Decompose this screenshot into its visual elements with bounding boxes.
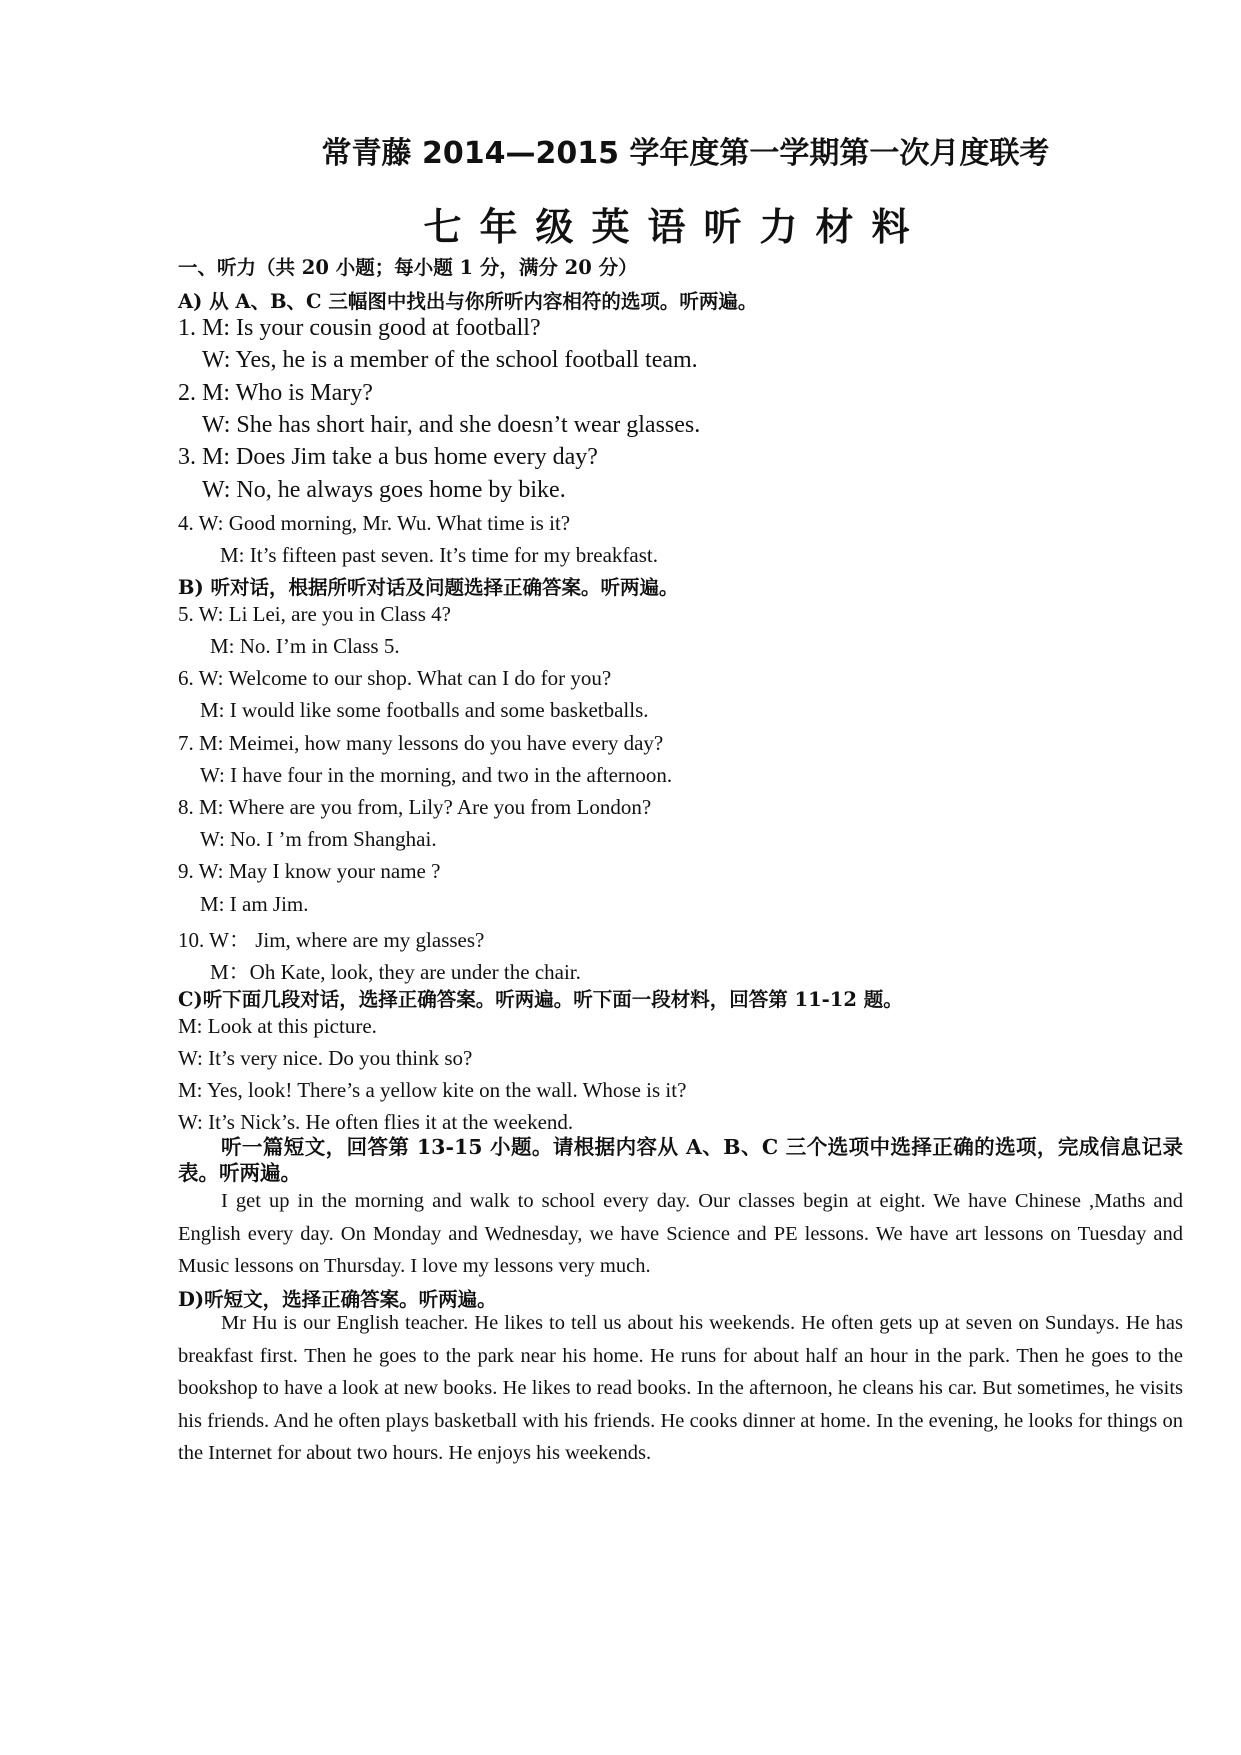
section-heading-main: 一、听力（共 20 小题；每小题 1 分，满分 20 分） — [178, 256, 638, 279]
dialogue-line: 5. W: Li Lei, are you in Class 4? — [178, 602, 451, 626]
dialogue-line: M: I would like some footballs and some basketballs. — [200, 698, 649, 722]
dialogue-line: W: Yes, he is a member of the school football team. — [202, 347, 698, 373]
dialogue-line: 4. W: Good morning, Mr. Wu. What time is it? — [178, 511, 571, 535]
document-title: 常青藤 2014—2015 学年度第一学期第一次月度联考 — [321, 136, 1050, 171]
dialogue-line: 2. M: Who is Mary? — [178, 380, 373, 406]
dialogue-line: 1. M: Is your cousin good at football? — [178, 315, 541, 341]
dialogue-line: M: It’s fifteen past seven. It’s time for my breakfast. — [220, 543, 658, 567]
section-heading-b: B) 听对话，根据所听对话及问题选择正确答案。听两遍。 — [178, 576, 679, 599]
section-heading-c: C)听下面几段对话，选择正确答案。听两遍。听下面一段材料，回答第 11-12 题。 — [178, 988, 903, 1011]
dialogue-line: W: No. I ’m from Shanghai. — [200, 827, 437, 851]
dialogue-line: W: She has short hair, and she doesn’t wear glasses. — [202, 412, 701, 438]
dialogue-line: M: Yes, look! There’s a yellow kite on the wall. Whose is it? — [178, 1078, 687, 1102]
dialogue-line: W: It’s Nick’s. He often flies it at the weekend. — [178, 1110, 574, 1134]
dialogue-line: 7. M: Meimei, how many lessons do you have every day? — [178, 731, 664, 755]
dialogue-line: 10. W： Jim, where are my glasses? — [178, 928, 485, 952]
dialogue-line: 8. M: Where are you from, Lily? Are you from London? — [178, 795, 652, 819]
dialogue-line: 6. W: Welcome to our shop. What can I do for you? — [178, 666, 612, 690]
dialogue-line: M：Oh Kate, look, they are under the chair. — [210, 960, 581, 984]
dialogue-line: M: I am Jim. — [200, 892, 309, 916]
dialogue-line: W: It’s very nice. Do you think so? — [178, 1046, 473, 1070]
document-subtitle: 七年级英语听力材料 — [423, 204, 928, 249]
dialogue-line: 3. M: Does Jim take a bus home every day? — [178, 444, 598, 470]
dialogue-line: M: Look at this picture. — [178, 1014, 377, 1038]
dialogue-line: 9. W: May I know your name ? — [178, 859, 441, 883]
passage-paragraph: I get up in the morning and walk to school every day. Our classes begin at eight. We have Chinese ,Maths and English every day. On Monday and Wednesday, we have Science and PE lessons. We have art lessons on Tuesday and Music lessons on Thursday. I love my lessons very much. — [178, 1190, 1183, 1277]
dialogue-line: W: No, he always goes home by bike. — [202, 477, 566, 503]
section-heading-c-passage: 听一篇短文，回答第 13-15 小题。请根据内容从 A、B、C 三个选项中选择正确的选项，完成信息记录表。听两遍。 — [178, 1135, 1183, 1185]
section-heading-d: D)听短文，选择正确答案。听两遍。 — [178, 1288, 497, 1311]
dialogue-line: W: I have four in the morning, and two in the afternoon. — [200, 763, 673, 787]
passage-paragraph: Mr Hu is our English teacher. He likes to tell us about his weekends. He often gets up at seven on Sundays. He has breakfast first. Then he goes to the park near his home. He runs for about half an hour in the park. Then he goes to the bookshop to have a look at new books. He likes to read books. In the afternoon, he cleans his car. But sometimes, he visits his friends. And he often plays basketball with his friends. He cooks dinner at home. In the evening, he looks for things on the Internet for about two hours. He enjoys his weekends. — [178, 1312, 1183, 1464]
section-heading-a: A) 从 A、B、C 三幅图中找出与你所听内容相符的选项。听两遍。 — [178, 290, 758, 313]
dialogue-line: M: No. I’m in Class 5. — [210, 634, 400, 658]
